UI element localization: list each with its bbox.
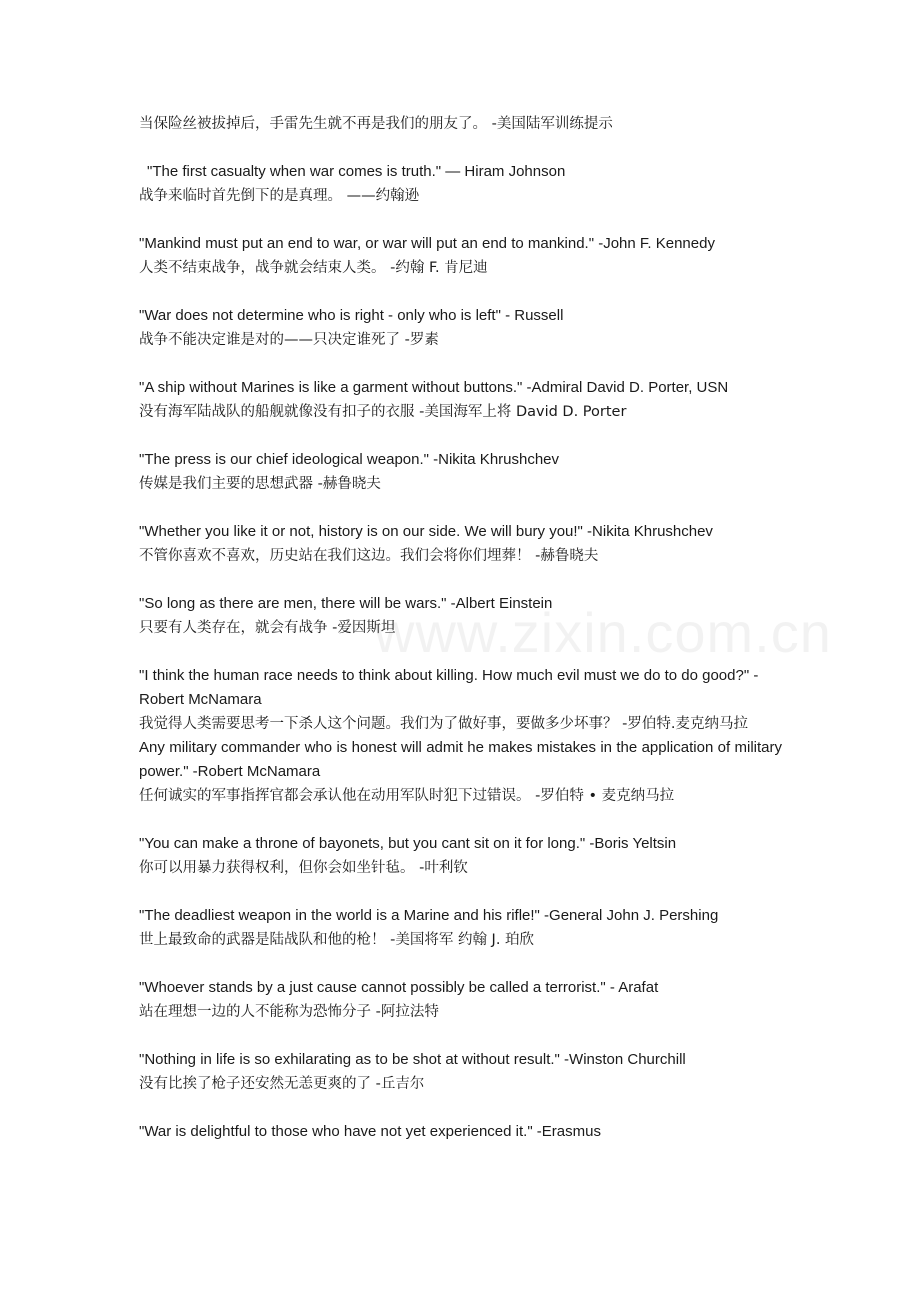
quote-en: "Mankind must put an end to war, or war will put an end to mankind." -John F. Kennedy bbox=[139, 235, 715, 252]
quote-en: "The first casualty when war comes is truth." — Hiram Johnson bbox=[147, 163, 566, 180]
quote-zh: 站在理想一边的人不能称为恐怖分子 -阿拉法特 bbox=[139, 1004, 439, 1020]
quote-zh: 不管你喜欢不喜欢，历史站在我们这边。我们会将你们埋葬！ -赫鲁晓夫 bbox=[139, 548, 599, 564]
spacer bbox=[139, 352, 782, 376]
quote-zh: 我觉得人类需要思考一下杀人这个问题。我们为了做好事，要做多少坏事？ -罗伯特.麦克纳马拉 bbox=[139, 716, 748, 732]
quote-en: Any military commander who is honest will admit he makes mistakes in the application of military power." -Robert McNamara bbox=[139, 739, 782, 780]
quote-zh: 只要有人类存在，就会有战争 -爱因斯坦 bbox=[139, 620, 396, 636]
quote-en: "The press is our chief ideological weapon." -Nikita Khrushchev bbox=[139, 451, 560, 468]
spacer bbox=[139, 808, 782, 832]
spacer bbox=[139, 208, 782, 232]
quote-en: "Whoever stands by a just cause cannot possibly be called a terrorist." - Arafat bbox=[139, 979, 659, 996]
quote-en: "Nothing in life is so exhilarating as to be shot at without result." -Winston Churchill bbox=[139, 1051, 686, 1068]
quote-en: "So long as there are men, there will be wars." -Albert Einstein bbox=[139, 595, 553, 612]
watermark: www.zixin.com.cn bbox=[374, 601, 832, 664]
spacer bbox=[139, 1024, 782, 1048]
quote-zh: 任何诚实的军事指挥官都会承认他在动用军队时犯下过错误。 -罗伯特 • 麦克纳马拉 bbox=[139, 788, 675, 804]
quote-en: "A ship without Marines is like a garment without buttons." -Admiral David D. Porter, USN bbox=[139, 379, 729, 396]
quote-en: "Whether you like it or not, history is on our side. We will bury you!" -Nikita Khrushchev bbox=[139, 523, 713, 540]
spacer bbox=[139, 568, 782, 592]
spacer bbox=[139, 496, 782, 520]
quote-zh: 人类不结束战争，战争就会结束人类。 -约翰 F. 肯尼迪 bbox=[139, 260, 488, 276]
quote-zh: 战争不能决定谁是对的——只决定谁死了 -罗素 bbox=[139, 332, 439, 348]
quote-zh: 传媒是我们主要的思想武器 -赫鲁晓夫 bbox=[139, 476, 381, 492]
spacer bbox=[139, 640, 782, 664]
quote-zh: 没有比挨了枪子还安然无恙更爽的了 -丘吉尔 bbox=[139, 1076, 425, 1092]
spacer bbox=[139, 280, 782, 304]
quote-zh: 没有海军陆战队的船舰就像没有扣子的衣服 -美国海军上将 David D. Porter bbox=[139, 404, 627, 420]
spacer bbox=[139, 1096, 782, 1120]
quote-en: "War is delightful to those who have not yet experienced it." -Erasmus bbox=[139, 1123, 601, 1140]
spacer bbox=[139, 136, 782, 160]
quote-zh: 你可以用暴力获得权利，但你会如坐针毡。 -叶利钦 bbox=[139, 860, 468, 876]
quote-zh: 当保险丝被拔掉后，手雷先生就不再是我们的朋友了。 -美国陆军训练提示 bbox=[139, 116, 613, 132]
quote-en: "War does not determine who is right - only who is left" - Russell bbox=[139, 307, 564, 324]
quote-en: "You can make a throne of bayonets, but you cant sit on it for long." -Boris Yeltsin bbox=[139, 835, 677, 852]
quote-en: "The deadliest weapon in the world is a Marine and his rifle!" -General John J. Pershing bbox=[139, 907, 719, 924]
quote-zh: 战争来临时首先倒下的是真理。 ——约翰逊 bbox=[139, 188, 420, 204]
document-body bbox=[139, 112, 782, 1144]
spacer bbox=[139, 880, 782, 904]
quote-en: "I think the human race needs to think about killing. How much evil must we do to do good?" -Robert McNamara bbox=[139, 667, 759, 708]
quote-zh: 世上最致命的武器是陆战队和他的枪！ -美国将军 约翰 J. 珀欣 bbox=[139, 932, 535, 948]
spacer bbox=[139, 952, 782, 976]
spacer bbox=[139, 424, 782, 448]
